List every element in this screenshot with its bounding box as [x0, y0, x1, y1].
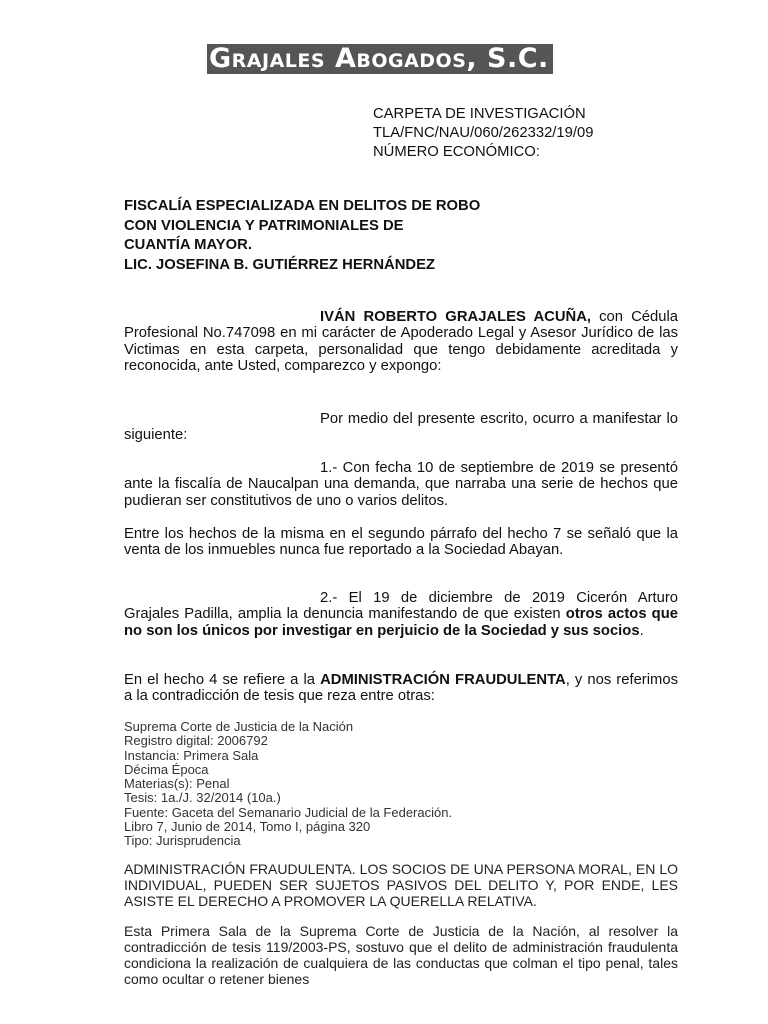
- citation-line: Fuente: Gaceta del Semanario Judicial de la Federación.: [124, 804, 453, 820]
- point-2-end: .: [639, 622, 644, 639]
- thesis-title: ADMINISTRACIÓN FRAUDULENTA. LOS SOCIOS DE UNA PERSONA MORAL, EN LO INDIVIDUAL, PUEDEN SER SUJETOS PASIVOS DEL DELITO Y, POR ENDE, LES ASISTE EL DERECHO A PROMOVER LA QUERELLA RELATIVA.: [124, 861, 678, 909]
- paragraph-facts: Entre los hechos de la misma en el segundo párrafo del hecho 7 se señaló que la venta de los inmuebles nunca fue reportado a la Sociedad Abayan.: [124, 526, 678, 559]
- attorney-name: IVÁN ROBERTO GRAJALES ACUÑA,: [320, 309, 591, 325]
- point-2-emphasis: otros actos que no son los únicos por investigar en perjuicio de la Sociedad y sus socios: [124, 606, 678, 639]
- case-reference: [373, 105, 593, 162]
- addressee-block: [124, 197, 480, 275]
- intro-paragraph: [124, 309, 678, 375]
- citation-line: Libro 7, Junio de 2014, Tomo I, página 320: [124, 819, 371, 835]
- fraud-text-b: , y nos referimos a la contradicción de tesis que reza entre otras:: [124, 672, 678, 705]
- citation-line: Instancia: Primera Sala: [124, 747, 259, 763]
- paragraph-point-1: 1.- Con fecha 10 de septiembre de 2019 se presentó ante la fiscalía de Naucalpan una demanda, que narraba una serie de hechos que pudieran ser constitutivos de uno o varios delitos.: [124, 460, 678, 509]
- citation-line: Suprema Corte de Justicia de la Nación: [124, 719, 354, 734]
- point-2-text: 2.- El 19 de diciembre de 2019 Cicerón Arturo Grajales Padilla, amplia la denuncia manifestando de que existen: [124, 590, 678, 623]
- citation-line: Materias(s): Penal: [124, 776, 230, 792]
- addressee-name: LIC. JOSEFINA B. GUTIÉRREZ HERNÁNDEZ: [124, 256, 436, 273]
- jurisprudence-citation: [124, 720, 452, 849]
- citation-line: Décima Época: [124, 761, 209, 777]
- citation-line: Tipo: Jurisprudencia: [124, 833, 241, 849]
- case-economic-number: NÚMERO ECONÓMICO:: [373, 144, 540, 160]
- citation-line: Registro digital: 2006792: [124, 733, 268, 749]
- firm-letterhead: Grajales Abogados, S.C.: [207, 44, 553, 74]
- addressee-line: CON VIOLENCIA Y PATRIMONIALES DE: [124, 217, 404, 234]
- paragraph-fraud-reference: [124, 672, 678, 705]
- fraud-text-a: En el hecho 4 se refiere a la: [124, 672, 321, 688]
- thesis-body: Esta Primera Sala de la Suprema Corte de Justicia de la Nación, al resolver la contradicción de tesis 119/2003-PS, sostuvo que el delito de administración fraudulenta condiciona la realización de cualquiera de las conductas que colman el tipo penal, tales como ocultar o retener bienes: [124, 923, 678, 987]
- intro-text: con Cédula Profesional No.747098 en mi carácter de Apoderado Legal y Asesor Jurídico de las Victimas en esta carpeta, personalidad que tengo debidamente acreditada y reconocida, ante Usted, comparezco y expongo:: [124, 309, 678, 375]
- paragraph-point-2: [124, 590, 678, 639]
- addressee-line: CUANTÍA MAYOR.: [124, 237, 252, 253]
- addressee-line: FISCALÍA ESPECIALIZADA EN DELITOS DE ROBO: [124, 198, 481, 214]
- paragraph-statement: Por medio del presente escrito, ocurro a manifestar lo siguiente:: [124, 411, 678, 444]
- citation-line: Tesis: 1a./J. 32/2014 (10a.): [124, 790, 281, 806]
- fraud-emphasis: ADMINISTRACIÓN FRAUDULENTA: [320, 672, 566, 688]
- case-folder-label: CARPETA DE INVESTIGACIÓN: [373, 106, 586, 122]
- case-folder-number: TLA/FNC/NAU/060/262332/19/09: [373, 125, 594, 141]
